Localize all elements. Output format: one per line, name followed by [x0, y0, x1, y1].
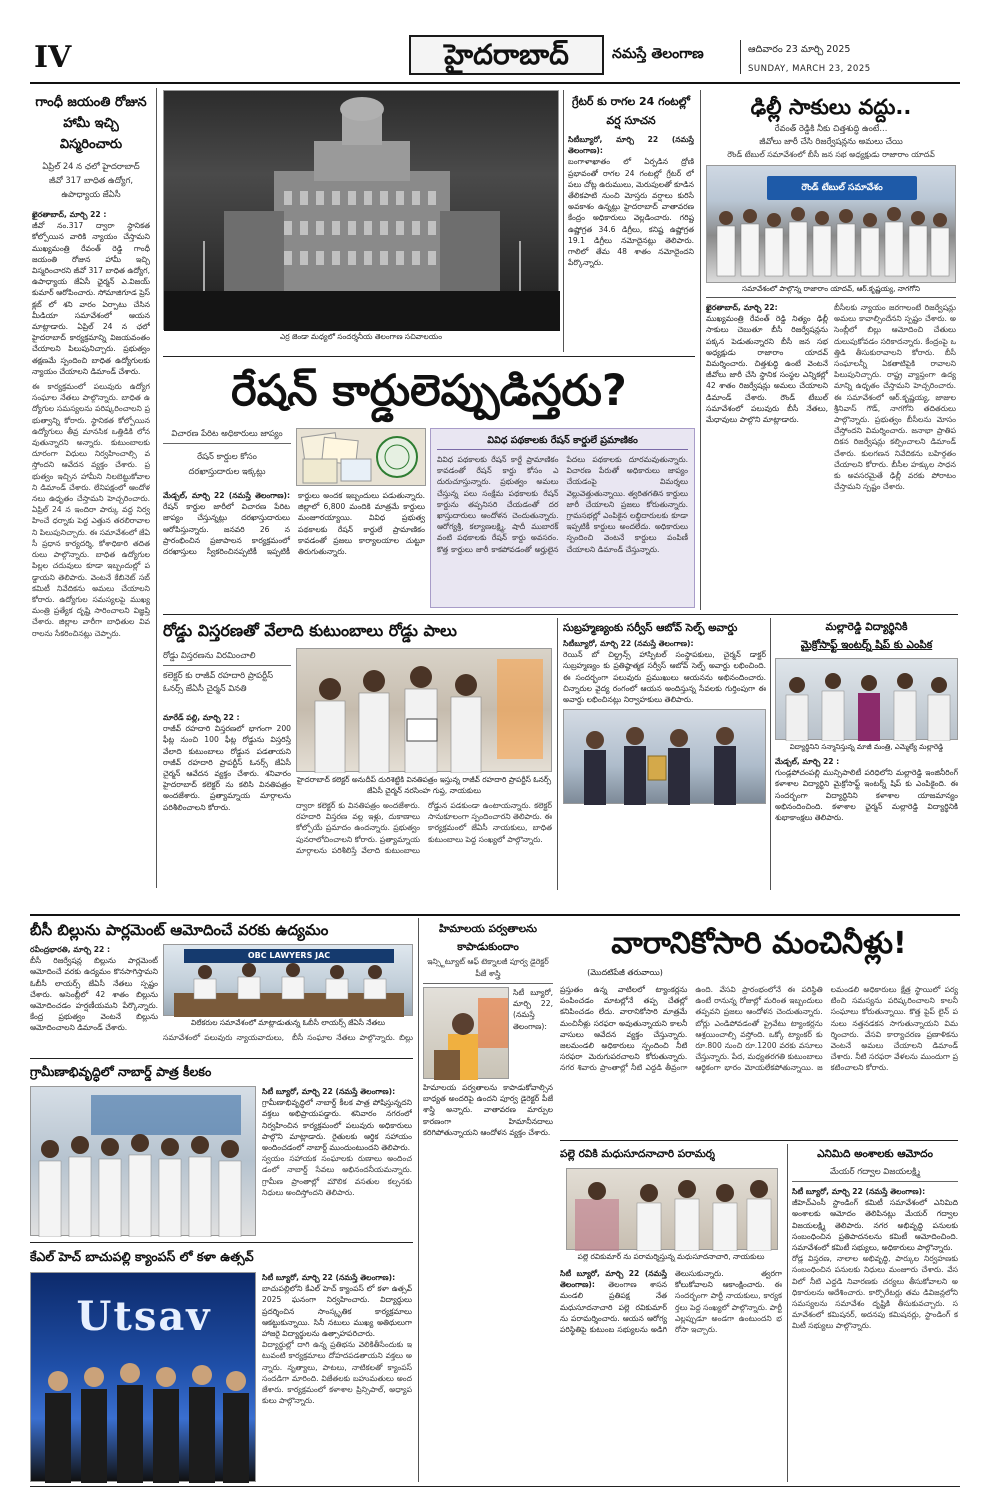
- utsav-photo: [30, 1272, 256, 1482]
- ration-box-body: వివిధ పథకాలకు రేషన్ కార్డే ప్రామాణికం కావడంతో రేషన్ కార్డు కోసం ఎదురుచూస్తున్నారు. ప్రభుత్వం అమలు చేస్తున్న పలు సంక్షేమ పథకాలకు రేషన్ కార్డును తప్పనిసరి చేయడంతో దరఖాస్తుదారులు ఆందోళన చెందుతున్నారు. ఆరోగ్యశ్రీ, కల్యాణలక్ష్మి, షాదీ ముబారక్ వంటి పథకాలకు రేషన్ కార్డు అవసరం. కొత్త కార్డులు జారీ కాకపోవడంతో అర్హులైన పేదలు పథకాలకు దూరమవుతున్నారు. విచారణ పేరుతో అధికారులు జాప్యం చేయడంపై విమర్శలు వెల్లువెత్తుతున్నాయి. త్వరితగతిన కార్డులు జారీ చేయాలని ప్రజలు కోరుతున్నారు. గ్రామసభల్లో ఎంపికైన లబ్ధిదారులకు కూడా ఇప్పటికీ కార్డులు అందలేదు. అధికారులు స్పందించి వెంటనే కార్డులు పంపిణీ చేయాలని డిమాండ్ చేస్తున్నారు.: [437, 455, 688, 554]
- malla-headline1: మల్లారెడ్డి విద్యార్థినికి: [825, 621, 908, 633]
- palle-top-rule: [560, 1140, 958, 1141]
- nabard-headline: గ్రామీణాభివృద్ధిలో నాబార్డ్ పాత్ర కీలకం: [30, 1064, 212, 1079]
- ennika-filler: రోడ్ల విస్తరణ, నాలాల అభివృద్ధి, పార్కుల నిర్వహణకు సంబంధించిన పనులకు నిధులు మంజూరు చేశారు. వేసవిలో నీటి ఎద్దడి నివారణకు చర్యలు తీసుకోవాలని అధికారులను ఆదేశించారు. కార్పొరేటర్లు తమ డివిజన్లలోని సమస్యలను సమావేశం దృష్టికి తీసుకువచ్చారు. సమావేశంలో కమిషనర్, అదనపు కమిషనర్లు, స్టాండింగ్ కమిటీ సభ్యులు పాల్గొన్నారు.: [792, 1254, 958, 1331]
- left-col-divider: [156, 88, 157, 888]
- utsav-filler: విద్యార్థుల్లో దాగి ఉన్న ప్రతిభను వెలికితీసేందుకు ఇటువంటి కార్యక్రమాలు దోహదపడతాయని వక్తలు అన్నారు. నృత్యాలు, పాటలు, నాటికలతో క్యాంపస్ సందడిగా మారింది. విజేతలకు బహుమతులు అందజేశారు. కార్యక్రమంలో కళాశాల ప్రిన్సిపాల్, అధ్యాపకులు పాల్గొన్నారు.: [262, 1340, 412, 1406]
- paper-name: నమస్తే తెలంగాణ: [612, 46, 704, 62]
- secretariat-caption: ఎర్ర జెండా మధ్యలో సందర్శనీయ తెలంగాణ సచివాలయం: [280, 332, 442, 341]
- road-dateline: మారేడ్ పల్లి, మార్చి 22 :: [163, 713, 240, 722]
- road-headline: రోడ్డు విస్తరణతో వేలాది కుటుంబాలు రోడ్డు పాలు: [163, 621, 457, 640]
- delhi-photo-caption: సమావేశంలో పాల్గొన్న రాజారాం యాదవ్, ఆర్.కృష్ణయ్య, నాగగోని: [706, 283, 956, 298]
- bc-body: బీసీ రిజర్వేషన్ల బిల్లును పార్లమెంట్ ఆమోదించే వరకు ఉద్యమం కొనసాగిస్తామని ఓబీసీ లాయర్స్ జేఏసీ నేతలు స్పష్టం చేశారు. అసెంబ్లీలో 42 శాతం బిల్లును ఆమోదించడం హర్షణీయమని పేర్కొన్నారు. కేంద్ర ప్రభుత్వం వెంటనే బిల్లును ఆమోదించాలని డిమాండ్ చేశారు.: [30, 956, 158, 1033]
- utsav-people: [31, 1273, 257, 1483]
- left-dateline: ఖైరతాబాద్, మార్చి 22 :: [32, 210, 107, 219]
- palle-ennika-divider: [787, 1144, 788, 1482]
- malla-photo: [775, 658, 958, 740]
- delhi-article: [706, 92, 956, 612]
- rain-body: బంగాళాఖాతం లో ఏర్పడిన ద్రోణి ప్రభావంతో రాగల 24 గంటల్లో గ్రేటర్ లో పలు చోట్ల ఉరుములు, మెరుపులతో కూడిన తేలికపాటి నుంచి మోస్తరు వర్షాలు కురిసే అవకాశం ఉన్నట్లు హైదరాబాద్ వాతావరణ కేంద్రం అధికారులు వెల్లడించారు. గరిష్ట ఉష్ణోగ్రత 34.6 డిగ్రీలు, కనిష్ట ఉష్ణోగ్రత 19.1 డిగ్రీలు నమోదైనట్లు తెలిపారు. గాలిలో తేమ 48 శాతం నమోదైందని పేర్కొన్నారు.: [568, 157, 694, 268]
- ration-box-title: వివిధ పథకాలకు రేషన్ కార్డులే ప్రమాణికం: [437, 433, 688, 450]
- road-people: [297, 649, 553, 773]
- lower-left-divider: [418, 918, 419, 1482]
- delhi-body: ముఖ్యమంత్రి రేవంత్ రెడ్డి నిత్యం ఢిల్లీ సాకులు చెబుతూ బీసీ రిజర్వేషన్లను పక్కన పెడుతున్నారని బీసీ జన సభ అధ్యక్షుడు రాజారాం యాదవ్ విమర్శించారు. చిత్తశుద్ధి ఉంటే వెంటనే జీవోలు జారీ చేసి స్థానిక సంస్థల ఎన్నికల్లో 42 శాతం రిజర్వేషన్లు అమలు చేయాలని డిమాండ్ చేశారు. రౌండ్ టేబుల్ సమావేశంలో పలువురు బీసీ నేతలు, మేధావులు పాల్గొని మాట్లాడారు.: [706, 314, 828, 425]
- nabard-photo: [30, 1086, 256, 1236]
- delhi-body-col1: [706, 302, 828, 492]
- ennika-article: [792, 1144, 958, 1482]
- road-subra-divider: [557, 618, 558, 890]
- malla-article: [775, 618, 958, 890]
- himalaya-dateline: సిటీ బ్యూరో, మార్చి 22, (నమస్తే తెలంగాణ):: [513, 988, 553, 1031]
- subra-headline: సుబ్రహ్మణ్యంకు సర్వీస్ ఆబోవ్ సెల్ఫ్ అవార్డు: [563, 622, 738, 634]
- ennika-headline: ఎనిమిది అంశాలకు ఆమోదం: [817, 1148, 933, 1160]
- bc-dateline: రవీంద్రభారతి, మార్చి 22 :: [30, 945, 111, 954]
- ration-sub1: విచారణ పేరిట అధికారులు జాప్యం: [163, 426, 291, 444]
- delhi-body-columns: [706, 302, 956, 492]
- malla-headline2: మైక్రోసాఫ్ట్ ఇంటర్న్ షిప్ కు ఎంపిక: [800, 639, 933, 651]
- date-english: SUNDAY, MARCH 23, 2025: [748, 64, 871, 74]
- ration-box: [430, 428, 695, 608]
- bc-body-left: [30, 944, 158, 1052]
- rain-headline: గ్రేటర్ కు రాగల 24 గంటల్లో వర్ష సూచన: [572, 95, 690, 127]
- nabard-people: [31, 1087, 257, 1237]
- bc-body-bottom: సమావేశంలో పలువురు న్యాయవాదులు, బీసీ సంఘాల నేతలు పాల్గొన్నారు. బిల్లు: [163, 1033, 413, 1042]
- ration-subs: [163, 426, 291, 484]
- subra-malla-divider: [770, 618, 771, 890]
- left-headline: గాంధీ జయంతి రోజున హామీ ఇచ్చి విస్మరించారు: [35, 95, 147, 152]
- bc-headline: బీసీ బిల్లును పార్లమెంట్ ఆమోదించే వరకు ఉద్యమం: [30, 921, 329, 939]
- nabard-dateline: సిటీ బ్యూరో, మార్చి 22 (నమస్తే తెలంగాణ):: [262, 1087, 396, 1096]
- masthead-divider: [740, 40, 741, 74]
- delhi-banner-text: రౌండ్ టేబుల్ సమావేశం: [801, 183, 883, 193]
- palle-body-columns: [560, 1268, 782, 1335]
- water-filler: నగర శివారు ప్రాంతాల్లో నీటి ఎద్దడి తీవ్రంగా ఉంది. వేసవి ప్రారంభంలోనే ఈ పరిస్థితి ఉంటే రానున్న రోజుల్లో మరింత ఇబ్బందులు తప్పవని ప్రజలు ఆందోళన చెందుతున్నారు. బోర్లు ఎండిపోవడంతో ప్రైవేటు ట్యాంకర్లను ఆశ్రయించాల్సి వస్తోంది. ఒక్కో ట్యాంకర్ కు రూ.800 నుంచి రూ.1200 వరకు వసూలు చేస్తున్నారు. పేద, మధ్యతరగతి కుటుంబాలు ఆర్థికంగా భారం మోయలేకపోతున్నాయి. జలమండలి అధికారులు క్షేత్ర స్థాయిలో పర్యటించి సమస్యను పరిష్కరించాలని కాలనీ సంఘాలు కోరుతున్నాయి. కొత్త పైప్ లైన్ పనులు నత్తనడకన సాగుతున్నాయని విమర్శించారు. వేసవి కార్యాచరణ ప్రణాళికను వెంటనే అమలు చేయాలని డిమాండ్ చేశారు. నీటి సరఫరా వేళలను ముందుగా ప్రకటించాలని కోరారు.: [560, 985, 958, 1073]
- left-body: జీవో నం.317 ద్వారా స్థానికత కోల్పోయిన వారికి న్యాయం చేస్తామని ముఖ్యమంత్రి రేవంత్ రెడ్డి గాంధీ జయంతి రోజున హామీ ఇచ్చి విస్మరించారని జీవో 317 బాధిత ఉద్యోగ, ఉపాధ్యాయ జేఏసీ ఛైర్మన్ ఎ.విజయ్ కుమార్ ఆరోపించారు. సోమాజిగూడ ప్రెస్ క్లబ్ లో శని వారం ఏర్పాటు చేసిన మీడియా సమావేశంలో ఆయన మాట్లాడారు. ఏప్రిల్ 24 న ఛలో హైదరాబాద్ కార్యక్రమాన్ని విజయవంతం చేయాలని పిలుపునిచ్చారు. ప్రభుత్వం తక్షణమే స్పందించి బాధిత ఉద్యోగులకు న్యాయం చేయాలని డిమాండ్ చేశారు.: [32, 221, 150, 376]
- himalaya-photo-row: [423, 987, 553, 1079]
- road-top-rule: [163, 614, 958, 615]
- date-telugu: ఆదివారం 23 మార్చి 2025: [748, 44, 851, 55]
- palle-photo-caption: పల్లె రవికుమార్ ను పరామర్శిస్తున్న మధుసూదనాచారి, నాయకులు: [577, 1252, 765, 1261]
- utsav-headline: కేఎల్ హెచ్ బాచుపల్లి క్యాంపస్ లో కళా ఉత్సవ్: [30, 1249, 254, 1264]
- ration-body-columns: [163, 490, 425, 557]
- page-number: IV: [34, 40, 72, 74]
- ration-sub3: దరఖాస్తుదారుల ఇక్కట్లు: [188, 466, 266, 476]
- subra-body: రెయిన్ బో చిల్డ్రన్స్ హాస్పిటల్ సంస్థాపకులు, చైర్మన్ డాక్టర్ సుబ్రహ్మణ్యం కు ప్రతిష్ఠాత్మక సర్వీస్ ఆబోవ్ సెల్ఫ్ అవార్డు లభించింది. ఈ సందర్భంగా పలువురు ప్రముఖులు ఆయనను అభినందించారు. చిన్నారుల వైద్య రంగంలో ఆయన అందిస్తున్న సేవలకు గుర్తింపుగా ఈ అవార్డు లభించినట్లు నిర్వాహకులు తెలిపారు.: [563, 650, 766, 705]
- bc-banner-text: OBC LAWYERS JAC: [247, 951, 331, 960]
- subra-dateline: సిటీబ్యూరో, మార్చి 22 (నమస్తే తెలంగాణ):: [563, 639, 694, 648]
- subra-award-people: [564, 710, 766, 805]
- left-filler: ఈ కార్యక్రమంలో పలువురు ఉద్యోగ సంఘాల నేతలు పాల్గొన్నారు. బాధిత ఉద్యోగుల సమస్యలను పరిష్కరించాలని ప్రభుత్వాన్ని కోరారు. స్థానికత కోల్పోయిన ఉద్యోగులు తీవ్ర మానసిక ఒత్తిడికి లోనవుతున్నారని అన్నారు. కుటుంబాలకు దూరంగా విధులు నిర్వహించాల్సి వస్తోందని ఆవేదన వ్యక్తం చేశారు. ప్రభుత్వం ఇచ్చిన హామీని నిలబెట్టుకోవాలని డిమాండ్ చేశారు. లేనిపక్షంలో ఆందోళనలు ఉధృతం చేస్తామని హెచ్చరించారు. ఏప్రిల్ 24 న ఇందిరా పార్కు వద్ద నిర్వహించే ధర్నాకు పెద్ద ఎత్తున తరలిరావాలని పిలుపునిచ్చారు. ఈ సమావేశంలో జేఏసీ ప్రధాన కార్యదర్శి, కోశాధికారి తదితరులు పాల్గొన్నారు. బాధిత ఉద్యోగుల పిల్లల చదువులు కూడా ఇబ్బందుల్లో పడ్డాయని తెలిపారు. వెంటనే కేబినెట్ సబ్ కమిటీ నివేదికను అమలు చేయాలని కోరారు. ఉద్యోగుల సమస్యలపై ముఖ్యమంత్రి ప్రత్యేక దృష్టి సారించాలని విజ్ఞప్తి చేశారు. జిల్లాల వారీగా బాధితుల వివరాలను సేకరించినట్లు చెప్పారు.: [32, 382, 150, 638]
- palle-body: [560, 1268, 782, 1482]
- ennika-dateline: సిటీ బ్యూరో, మార్చి 22 (నమస్తే తెలంగాణ):: [792, 1187, 926, 1196]
- ennika-sub: మేయర్ గద్వాల విజయలక్ష్మి: [792, 1164, 958, 1182]
- rain-dateline: సిటీబ్యూరో, మార్చి 22 (నమస్తే తెలంగాణ):: [568, 135, 694, 156]
- bc-photo: [163, 944, 413, 1016]
- masthead-rule: [30, 82, 960, 84]
- malla-people: [776, 659, 958, 741]
- ration-sub2: రేషన్ కార్డుల కోసం: [197, 451, 257, 461]
- water-body: [560, 984, 958, 1134]
- section-title: హైదరాబాద్: [444, 38, 569, 71]
- malla-dateline: మేడ్చల్, మార్చి 22 :: [775, 757, 840, 766]
- himalaya-speaker: [424, 988, 510, 1080]
- secretariat-building-illustration: [164, 91, 560, 331]
- left-sub2: జీవో 317 బాధిత ఉద్యోగ, ఉపాధ్యాయ జేఏసీ: [48, 175, 134, 199]
- utsav-text: బాచుపల్లిలోని కేఎల్ హెచ్ క్యాంపస్ లో కళా ఉత్సవ్ 2025 ఘనంగా నిర్వహించారు. విద్యార్థులు ప్రదర్శించిన సాంస్కృతిక కార్యక్రమాలు ఆకట్టుకున్నాయి. సినీ నటులు ముఖ్య అతిథులుగా హాజరై విద్యార్థులను ఉత్సాహపరిచారు.: [262, 1284, 412, 1339]
- road-sub2: కలెక్టర్ కు రాజీవ్ రహదారి ప్రాపర్టీస్ ఓనర్స్ జేఏసీ చైర్మన్ వినతి: [163, 670, 273, 693]
- palle-headline: పల్లె రవికి మధుసూదనాచారి పరామర్శ: [560, 1148, 715, 1160]
- ration-cards-illustration: [297, 429, 427, 487]
- delhi-sub1: రేవంత్ రెడ్డికి నీకు చిత్తశుద్ధి ఉంటే...: [774, 123, 888, 133]
- secretariat-photo: [163, 90, 559, 330]
- delhi-photo: [706, 165, 956, 283]
- himalaya-sub: ఇన్స్టిట్యూట్ ఆఫ్ టెక్నాలజీ పూర్వ డైరెక్టర్ పీజే శాస్త్రి: [423, 956, 553, 984]
- utsav-photo-text: Utsav: [76, 1293, 212, 1340]
- ration-top-rule: [163, 356, 695, 357]
- road-sub1: రోడ్డు విస్తరణను విరమించాలి: [163, 648, 291, 666]
- right-col-divider: [700, 90, 701, 610]
- malla-body: గుండ్లపోచంపల్లి మున్సిపాలిటీ పరిధిలోని మల్లారెడ్డి ఇంజినీరింగ్ కళాశాల విద్యార్థిని మైక్రోసాఫ్ట్ ఇంటర్న్ షిప్ కు ఎంపికైంది. ఈ సందర్భంగా విద్యార్థినిని కళాశాల యాజమాన్యం అభినందించింది. కళాశాల ఛైర్మన్ మల్లారెడ్డి విద్యార్థినికి శుభాకాంక్షలు తెలిపారు.: [775, 768, 958, 823]
- palle-filler: ఈ సందర్భంగా పార్టీ నాయకులు, కార్యకర్తలు పెద్ద సంఖ్యలో పాల్గొన్నారు. పార్టీ ఎల్లప్పుడూ అండగా ఉంటుందని భరోసా ఇచ్చారు.: [675, 1280, 782, 1335]
- road-body: రాజీవ్ రహదారి విస్తరణలో భాగంగా 200 ఫీట్ల నుంచి 100 ఫీట్ల రోడ్డును విస్తరిస్తే వేలాది కుటుంబాలు రోడ్డున పడతాయని రాజీవ్ రహదారి ప్రాపర్టీస్ ఓనర్స్ జేఏసీ చైర్మన్ ఆవేదన వ్యక్తం చేశారు. శనివారం హైదరాబాద్ కలెక్టర్ ను కలిసి వినతిపత్రం అందజేశారు. ప్రత్యామ్నాయ మార్గాలను పరిశీలించాలని కోరారు.: [163, 724, 291, 812]
- palle-photo: [566, 1168, 778, 1250]
- delhi-people: [707, 166, 956, 284]
- water-headline: వారానికోసారి మంచినీళ్లు!: [611, 926, 907, 961]
- ration-cards-photo: [296, 428, 426, 486]
- palle-people: [567, 1169, 779, 1251]
- nabard-body: [262, 1086, 412, 1238]
- ration-dateline: మేడ్చల్, మార్చి 22 (నమస్తే తెలంగాణ):: [163, 491, 290, 500]
- road-body-bottom: ద్వారా కలెక్టర్ కు వినతిపత్రం అందజేశారు. రహదారి విస్తరణ వల్ల ఇళ్లు, దుకాణాలు కోల్పోయే ప్రమాదం ఉందన్నారు. ప్రభుత్వం పునరాలోచించాలని కోరారు. ప్రత్యామ్నాయ మార్గాలను పరిశీలిస్తే వేలాది కుటుంబాలు రోడ్డున పడకుండా ఉంటాయన్నారు. కలెక్టర్ సానుకూలంగా స్పందించారని తెలిపారు. ఈ కార్యక్రమంలో జేఏసీ నాయకులు, బాధిత కుటుంబాలు పెద్ద సంఖ్యలో పాల్గొన్నారు.: [296, 801, 552, 855]
- water-text: ప్రస్తుతం ఉన్న వాటిలలో ట్యాంకర్లను పంపించడం మాటల్లోనే తప్ప చేతల్లో కనిపించడం లేదు. వారానికోసారి మాత్రమే మంచినీళ్లు సరఫరా అవుతున్నాయని కాలనీ వాసులు ఆవేదన వ్యక్తం చేస్తున్నారు. జలమండలి అధికారులు స్పందించి నీటి సరఫరా మెరుగుపరచాలని కోరుతున్నారు.: [560, 985, 688, 1062]
- subra-photo: [563, 709, 766, 804]
- section-title-block: [409, 35, 604, 75]
- rain-article: [568, 92, 694, 354]
- himalaya-article: [423, 920, 553, 1150]
- road-body-left: [163, 712, 291, 892]
- palle-dateline: సిటీ బ్యూరో, మార్చి 22 (నమస్తే తెలంగాణ):: [560, 1269, 667, 1290]
- utsav-top-rule: [30, 1242, 413, 1243]
- left-article: [32, 90, 150, 890]
- road-photo: [296, 648, 552, 772]
- malla-photo-caption: విద్యార్థినిని సన్మానిస్తున్న మాజీ మంత్రి, ఎమ్మెల్యే మల్లారెడ్డి: [789, 743, 944, 751]
- delhi-body-col2: బీసీలకు న్యాయం జరగాలంటే రిజర్వేషన్లు అమలు కావాల్సిందేనని స్పష్టం చేశారు. అసెంబ్లీలో బిల్లు ఆమోదించి చేతులు దులుపుకోవడం సరికాదన్నారు. కేంద్రంపై ఒత్తిడి తీసుకురావాలని కోరారు. బీసీ సంఘాలన్నీ ఏకతాటిపైకి రావాలని పిలుపునిచ్చారు. రాష్ట్ర వ్యాప్తంగా ఉద్యమాన్ని ఉధృతం చేస్తామని హెచ్చరించారు. ఈ సమావేశంలో ఆర్.కృష్ణయ్య, జాజుల శ్రీనివాస్ గౌడ్, నాగగోని తదితరులు పాల్గొన్నారు. ప్రభుత్వం బీసీలను మోసం చేస్తోందని విమర్శించారు. జనాభా ప్రాతిపదికన రిజర్వేషన్లు కల్పించాలని డిమాండ్ చేశారు. కులగణన నివేదికను బహిర్గతం చేయాలని కోరారు. బీసీల హక్కుల సాధనకు అవసరమైతే ఢిల్లీ వరకు పోరాటం చేస్తామని స్పష్టం చేశారు.: [834, 303, 956, 492]
- rain-col-divider: [563, 90, 564, 352]
- water-body-columns: [560, 984, 958, 1074]
- bc-photo-caption: విలేకరుల సమావేశంలో మాట్లాడుతున్న ఓబీసీ లాయర్స్ జేఏసీ నేతలు: [190, 1018, 385, 1027]
- lower-top-rule: [30, 914, 960, 916]
- delhi-headline: ఢిల్లీ సాకులు వద్దు..: [750, 95, 912, 119]
- ration-body: రేషన్ కార్డుల జారీలో విచారణ పేరిట జాప్యం చేస్తున్నట్లు దరఖాస్తుదారులు ఆరోపిస్తున్నారు. జనవరి 26 న ప్రారంభించిన ప్రజాపాలన కార్యక్రమంలో దరఖాస్తులు స్వీకరించినప్పటికీ ఇప్పటికీ కార్డులు అందక ఇబ్బందులు పడుతున్నారు. జిల్లాలో 6,800 మందికి మాత్రమే కార్డులు మంజూరయ్యాయి. వివిధ ప్రభుత్వ పథకాలకు రేషన్ కార్డులే ప్రామాణికం కావడంతో ప్రజలు కార్యాలయాల చుట్టూ తిరుగుతున్నారు.: [163, 491, 425, 557]
- delhi-sub3: రౌండ్ టేబుల్ సమావేశంలో బీసీ జన సభ అధ్యక్షుడు రాజారాం యాదవ్: [727, 150, 935, 159]
- delhi-dateline: ఖైరతాబాద్, మార్చి 22:: [706, 303, 778, 312]
- road-subs: [163, 648, 291, 708]
- page-bottom-rule: [30, 1486, 960, 1487]
- ration-body-left: [163, 490, 425, 608]
- water-sub: (మొదటిపేజీ తరువాయి): [587, 968, 663, 977]
- himalaya-body: హిమాలయ పర్వతాలను కాపాడుకోవాల్సిన బాధ్యత అందరిపై ఉందని పూర్వ డైరెక్టర్ పీజే శాస్త్రి అన్నారు. వాతావరణ మార్పుల కారణంగా హిమానీనదాలు కరిగిపోతున్నాయని ఆందోళన వ్యక్తం చేశారు.: [423, 1083, 553, 1137]
- bc-people: [164, 945, 414, 1017]
- left-sub: ఏప్రిల్ 24 న ఛలో హైదరాబాద్: [42, 161, 140, 171]
- utsav-body: [262, 1272, 412, 1482]
- nabard-top-rule: [30, 1058, 413, 1059]
- nabard-filler: స్వయం సహాయక సంఘాలకు రుణాలు అందించడంలో నాబార్డ్ సేవలు అభినందనీయమన్నారు. గ్రామీణ ప్రాంతాల్లో మౌలిక వసతుల కల్పనకు నిధులు అందిస్తోందని తెలిపారు.: [262, 1154, 412, 1197]
- delhi-sub2: జీవోలు జారీ చేసి రిజర్వేషన్లను అమలు చేయి: [759, 136, 903, 146]
- himalaya-headline: హిమాలయ పర్వతాలను కాపాడుకుందాం: [438, 923, 538, 953]
- himalaya-photo: [423, 987, 509, 1079]
- subra-article: [563, 618, 766, 890]
- nabard-text: గ్రామీణాభివృద్ధిలో నాబార్డ్ కీలక పాత్ర పోషిస్తున్నదని వక్తలు అభిప్రాయపడ్డారు. శనివారం నగరంలో నిర్వహించిన కార్యక్రమంలో పలువురు అధికారులు పాల్గొని మాట్లాడారు. రైతులకు ఆర్థిక సహాయం అందించడంలో నాబార్డ్ ముందుంటుందని తెలిపారు.: [262, 1098, 412, 1153]
- ration-headline: రేషన్ కార్డులెప్పుడిస్తరు?: [231, 366, 627, 416]
- utsav-dateline: సిటీ బ్యూరో, మార్చి 22 (నమస్తే తెలంగాణ):: [262, 1273, 396, 1282]
- palle-text: తెలంగాణ శాసన మండలి ప్రతిపక్ష నేత మధుసూదనాచారి పల్లె రవికుమార్ ను పరామర్శించారు. ఆయన ఆరోగ్య పరిస్థితిపై కుటుంబ సభ్యులను అడిగి తెలుసుకున్నారు. త్వరగా కోలుకోవాలని ఆకాంక్షించారు.: [560, 1269, 782, 1335]
- ennika-text: జీహెచ్ఎంసీ స్టాండింగ్ కమిటీ సమావేశంలో ఎనిమిది అంశాలకు ఆమోదం తెలిపినట్లు మేయర్ గద్వాల విజయలక్ష్మి తెలిపారు. నగర అభివృద్ధి పనులకు సంబంధించిన ప్రతిపాదనలను కమిటీ ఆమోదించింది. సమావేశంలో కమిటీ సభ్యులు, అధికారులు పాల్గొన్నారు.: [792, 1198, 958, 1253]
- road-photo-caption: హైదరాబాద్ కలెక్టర్ అనుదీప్ దురిశెట్టికి వినతిపత్రం ఇస్తున్న రాజీవ్ రహదారి ప్రాపర్టీస్ ఓనర్స్ జేఏసీ చైర్మన్ నరసింహ గుప్త, నాయకులు: [296, 775, 552, 795]
